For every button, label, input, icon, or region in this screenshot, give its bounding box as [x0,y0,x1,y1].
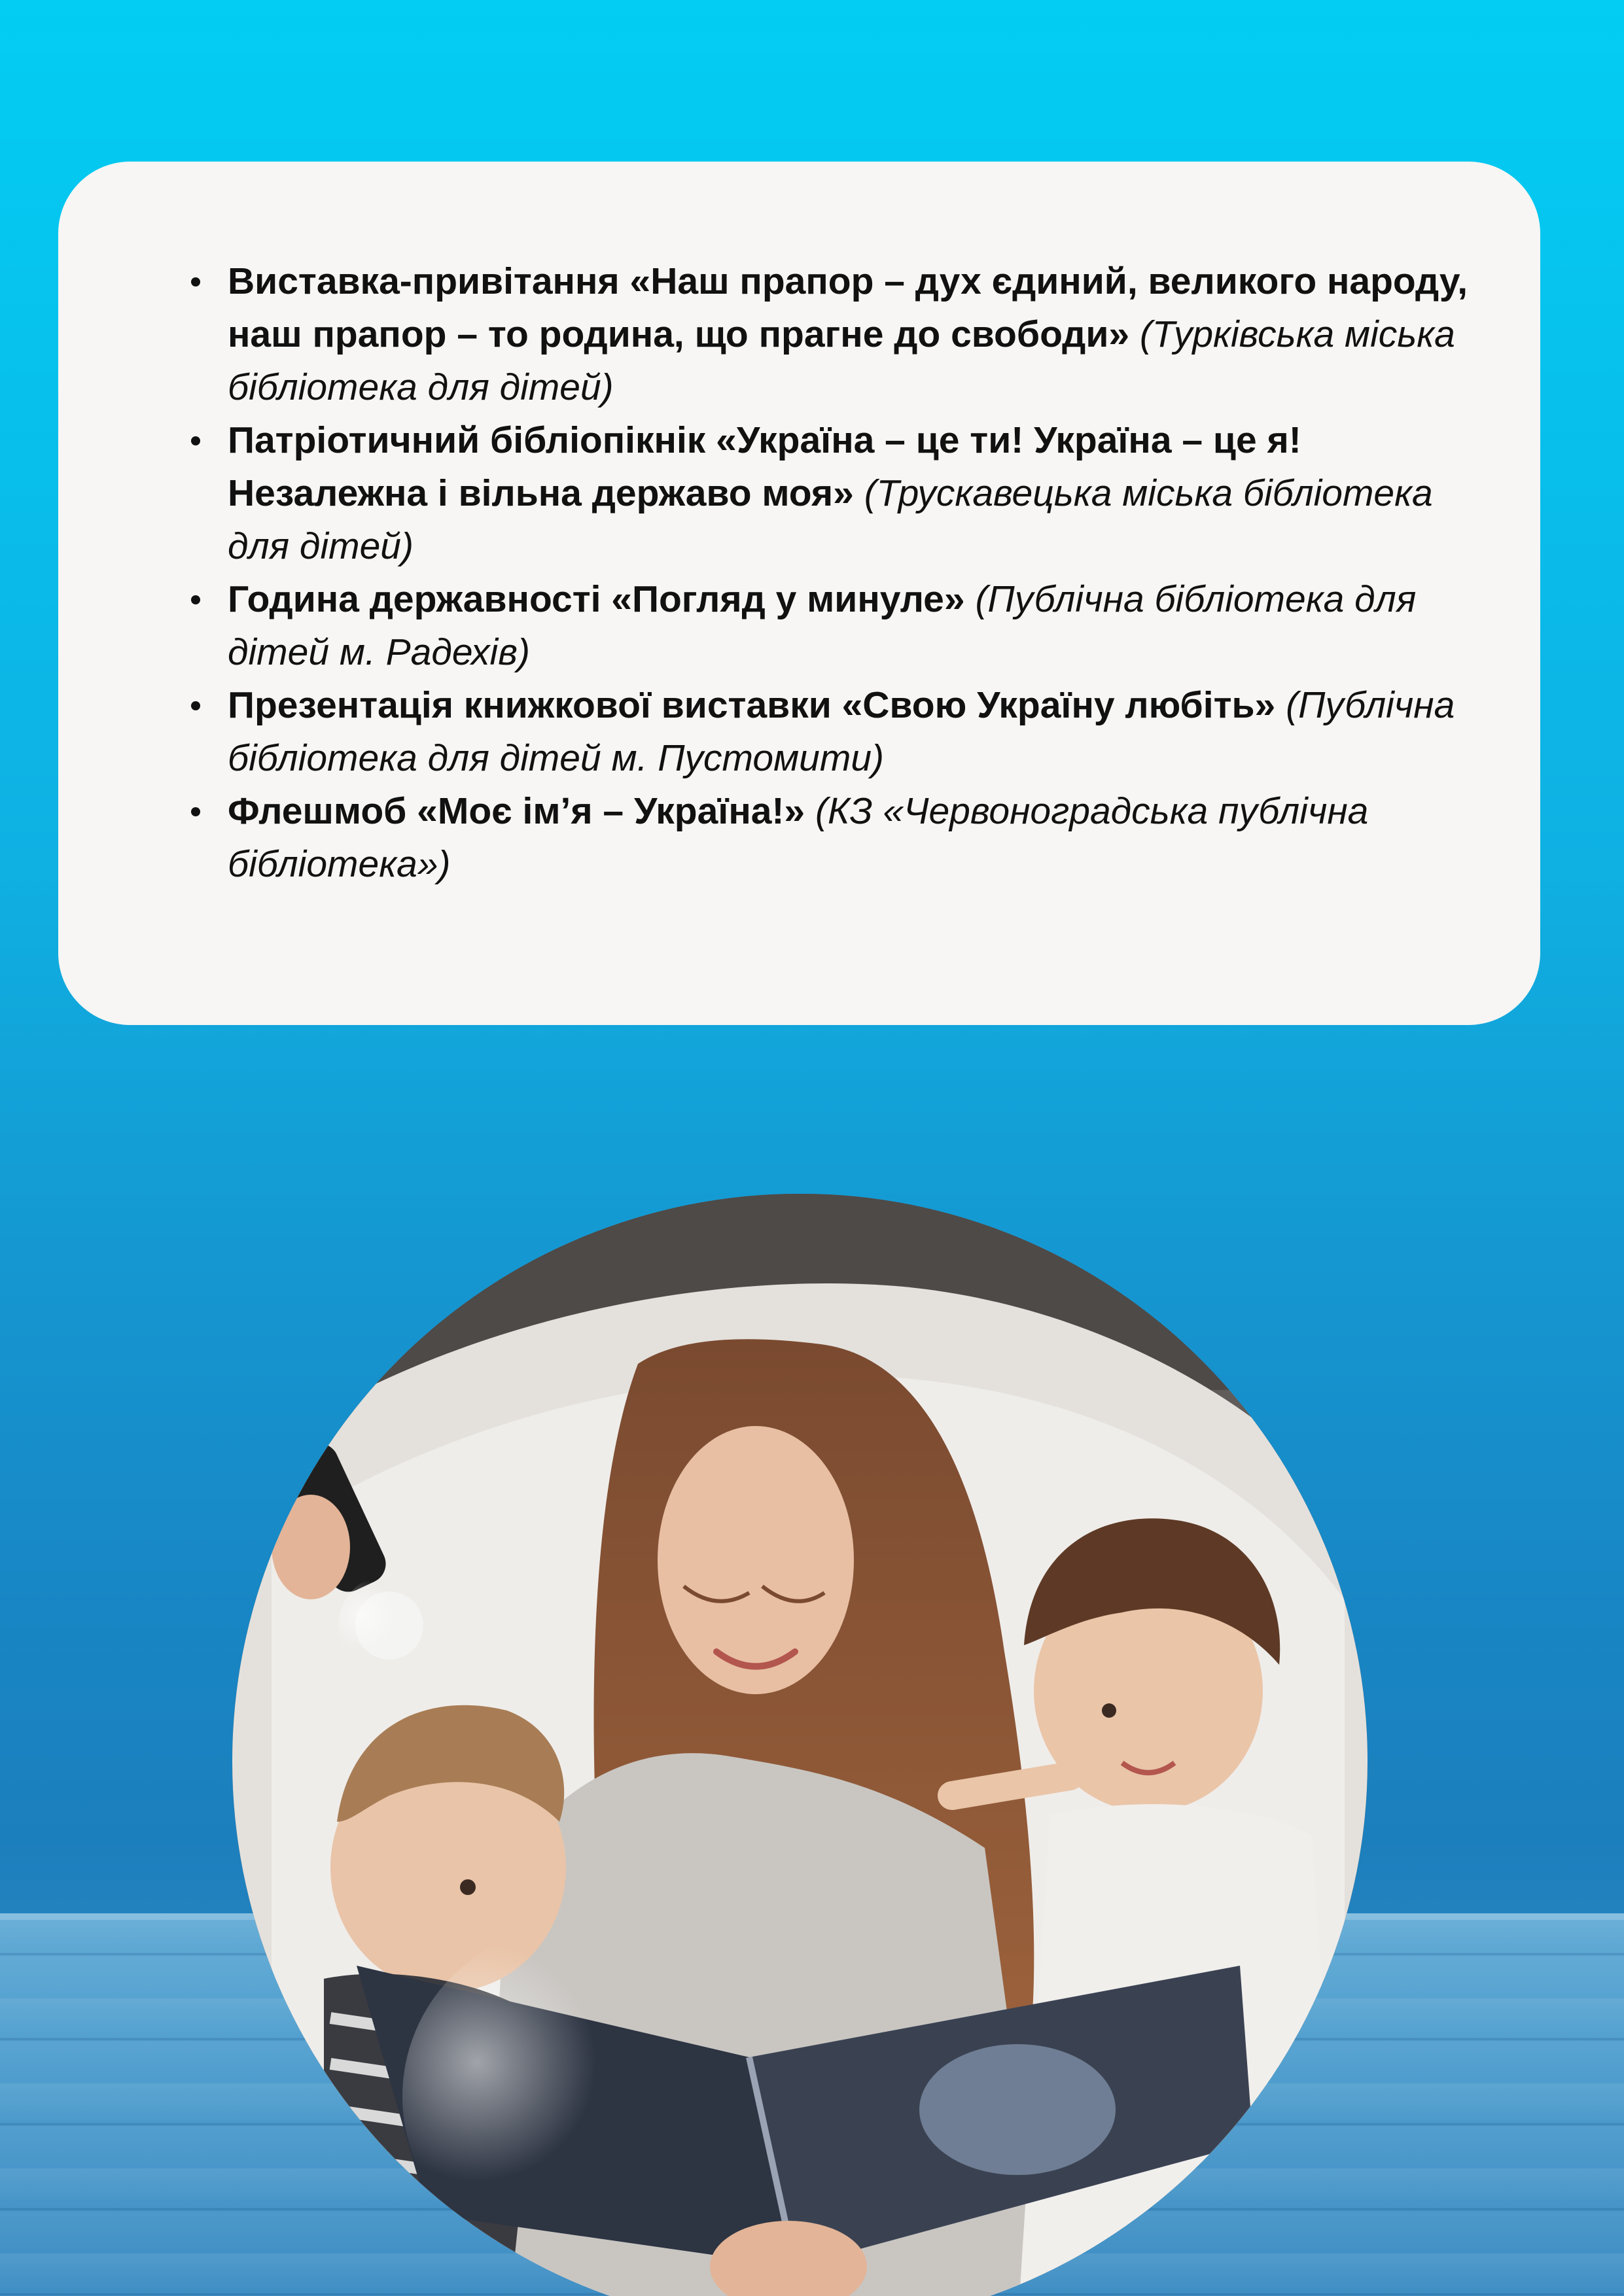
list-item [169,679,1477,785]
event-title: Патріотичний бібліопікнік «Україна – це ти! Україна – це я! Незалежна і вільна державо моя» [228,419,1301,514]
event-organizer: (КЗ «Червоноградська публічна бібліотека») [228,790,1369,885]
list-item [169,414,1477,573]
event-organizer: (Трускавецька міська бібліотека для дітей) [228,472,1433,567]
list-item [169,255,1477,414]
event-organizer: (Публічна бібліотека для дітей м. Радехів) [228,578,1417,673]
list-item [169,573,1477,679]
list-item [169,785,1477,891]
event-title: Виставка-привітання «Наш прапор – дух єдиний, великого народу, наш прапор – то родина, що прагне до свободи» [228,260,1468,355]
event-title: Презентація книжкової виставки «Свою Україну любіть» [228,684,1276,726]
event-list [169,255,1477,891]
event-organizer: (Публічна бібліотека для дітей м. Пустомити) [228,684,1455,779]
event-title: Флешмоб «Моє ім’я – Україна!» [228,790,805,832]
photo-illustration [232,1194,1368,2296]
family-reading-photo [232,1194,1368,2296]
event-organizer: (Турківська міська бібліотека для дітей) [228,313,1455,408]
event-title: Година державності «Погляд у минуле» [228,578,965,620]
